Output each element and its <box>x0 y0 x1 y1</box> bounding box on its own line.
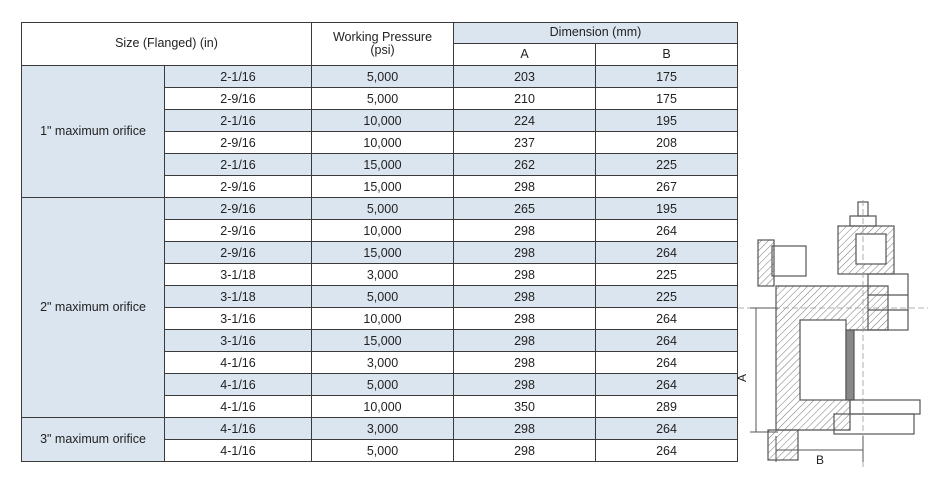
cell-a: 298 <box>454 308 596 330</box>
cell-pressure: 5,000 <box>312 374 454 396</box>
dimension-b-label: B <box>815 453 825 467</box>
cell-size: 4-1/16 <box>165 352 312 374</box>
pressure-column-header <box>312 23 454 66</box>
cell-b: 264 <box>596 418 738 440</box>
cell-size: 2-1/16 <box>165 66 312 88</box>
cell-a: 298 <box>454 440 596 462</box>
cell-size: 4-1/16 <box>165 396 312 418</box>
cell-b: 264 <box>596 330 738 352</box>
cell-pressure: 5,000 <box>312 66 454 88</box>
cell-a: 224 <box>454 110 596 132</box>
cell-pressure: 15,000 <box>312 242 454 264</box>
cell-b: 267 <box>596 176 738 198</box>
cell-pressure: 3,000 <box>312 418 454 440</box>
cell-pressure: 15,000 <box>312 154 454 176</box>
cell-a: 298 <box>454 352 596 374</box>
orifice-group-label: 2" maximum orifice <box>22 198 165 418</box>
cell-b: 264 <box>596 220 738 242</box>
cell-a: 298 <box>454 374 596 396</box>
dimension-a-line <box>750 308 778 432</box>
cell-a: 298 <box>454 176 596 198</box>
cell-pressure: 10,000 <box>312 308 454 330</box>
cell-a: 298 <box>454 264 596 286</box>
orifice-group-label: 3" maximum orifice <box>22 418 165 462</box>
table-row <box>22 66 738 88</box>
cell-b: 225 <box>596 264 738 286</box>
cell-a: 298 <box>454 220 596 242</box>
cell-a: 203 <box>454 66 596 88</box>
cell-size: 2-9/16 <box>165 198 312 220</box>
cell-b: 195 <box>596 198 738 220</box>
cell-pressure: 15,000 <box>312 330 454 352</box>
pressure-header-line2: (psi) <box>370 43 395 57</box>
size-column-header: Size (Flanged) (in) <box>22 23 312 66</box>
cell-b: 289 <box>596 396 738 418</box>
valve-body <box>758 202 920 460</box>
dimension-column-header: Dimension (mm) <box>454 23 738 44</box>
cell-b: 195 <box>596 110 738 132</box>
dimension-a-label: A <box>735 373 749 383</box>
cell-size: 2-9/16 <box>165 176 312 198</box>
cell-pressure: 3,000 <box>312 352 454 374</box>
cell-size: 3-1/16 <box>165 308 312 330</box>
orifice-group-label: 1" maximum orifice <box>22 66 165 198</box>
cell-a: 298 <box>454 330 596 352</box>
cell-size: 4-1/16 <box>165 374 312 396</box>
table-row <box>22 418 738 440</box>
cell-a: 298 <box>454 418 596 440</box>
table-row <box>22 198 738 220</box>
cell-size: 3-1/18 <box>165 264 312 286</box>
cell-pressure: 5,000 <box>312 286 454 308</box>
cell-pressure: 10,000 <box>312 220 454 242</box>
dimension-table <box>21 22 738 462</box>
cell-b: 264 <box>596 352 738 374</box>
valve-drawing <box>735 200 928 470</box>
cell-a: 210 <box>454 88 596 110</box>
cell-a: 237 <box>454 132 596 154</box>
cell-a: 262 <box>454 154 596 176</box>
cell-pressure: 10,000 <box>312 110 454 132</box>
cell-pressure: 3,000 <box>312 264 454 286</box>
cell-b: 264 <box>596 242 738 264</box>
cell-size: 4-1/16 <box>165 440 312 462</box>
cell-b: 264 <box>596 440 738 462</box>
cell-size: 2-9/16 <box>165 88 312 110</box>
cell-pressure: 5,000 <box>312 440 454 462</box>
cell-pressure: 10,000 <box>312 396 454 418</box>
cell-a: 298 <box>454 242 596 264</box>
pressure-header-line1: Working Pressure <box>332 29 433 44</box>
dimension-a-header: A <box>454 44 596 66</box>
cell-b: 175 <box>596 88 738 110</box>
cell-b: 208 <box>596 132 738 154</box>
cell-b: 264 <box>596 308 738 330</box>
cell-pressure: 5,000 <box>312 198 454 220</box>
cell-size: 2-9/16 <box>165 220 312 242</box>
cell-pressure: 5,000 <box>312 88 454 110</box>
cell-size: 3-1/16 <box>165 330 312 352</box>
cell-b: 175 <box>596 66 738 88</box>
cell-size: 2-1/16 <box>165 154 312 176</box>
cell-b: 225 <box>596 154 738 176</box>
cell-size: 2-9/16 <box>165 132 312 154</box>
cell-size: 2-9/16 <box>165 242 312 264</box>
cell-pressure: 15,000 <box>312 176 454 198</box>
cell-b: 264 <box>596 374 738 396</box>
cell-size: 2-1/16 <box>165 110 312 132</box>
cell-size: 4-1/16 <box>165 418 312 440</box>
cell-a: 350 <box>454 396 596 418</box>
cell-pressure: 10,000 <box>312 132 454 154</box>
cell-a: 298 <box>454 286 596 308</box>
cell-size: 3-1/18 <box>165 286 312 308</box>
cell-b: 225 <box>596 286 738 308</box>
cell-a: 265 <box>454 198 596 220</box>
dimension-b-header: B <box>596 44 738 66</box>
